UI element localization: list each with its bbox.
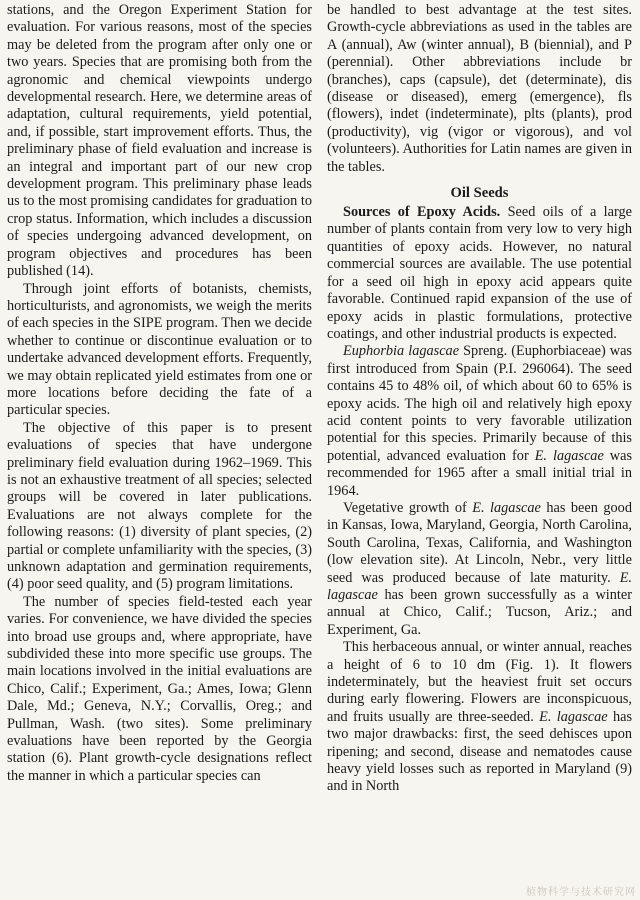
- paragraph: Through joint efforts of botanists, chemists, horticulturists, and agronomists, we weigh the merits of each species in the SIPE program. Then we decide whether to continue or discontinue evaluation or to undertake advanced development efforts. Frequently, we may obtain replicated yield estimates from one or more locations before deciding the fate of a particular species.: [7, 280, 312, 419]
- right-column: [327, 2, 632, 900]
- left-column: [7, 2, 312, 900]
- watermark: 植物科学与技术研究网: [526, 887, 636, 898]
- subsection-heading: Sources of Epoxy Acids.: [343, 204, 501, 221]
- section-heading: Oil Seeds: [450, 185, 509, 202]
- paragraph: [327, 639, 632, 796]
- paragraph: stations, and the Oregon Experiment Station for evaluation. For various reasons, most of the species may be deleted from the program after only one or two years. Species that are promising both from the agronomic and chemical viewpoints undergo developmental research. Here, we determine areas of adaptation, cultural requirements, yield potential, and, if possible, start improvement efforts. Thus, the preliminary phase of field evaluation and increase is an integral and important part of our new crop development program. This preliminary phase leads us to the most promising candidates for graduation to crop status. Information, which includes a discussion of species undergoing advanced development, on program objectives and procedures has been published (14).: [7, 2, 312, 280]
- paragraph: The objective of this paper is to present evaluations of species that have undergone preliminary field evaluation during 1962–1969. This is not an exhaustive treatment of all species; selected groups will be covered in later publications. Evaluations are not always complete for the following reasons: (1) diversity of plant species, (2) partial or complete unfamiliarity with the species, (3) unknown adaptation and germination requirements, (4) poor seed quality, and (5) program limitations.: [7, 419, 312, 593]
- paragraph-text: has two major drawbacks: first, the seed dehisces upon ripening; and second, disease and nematodes cause heavy yield losses such as reported in Maryland (9) and in North: [327, 708, 633, 795]
- species-name: E. lagascae: [539, 708, 608, 725]
- paragraph-text: Spreng. (Euphorbiaceae) was first introduced from Spain (P.I. 296064). The seed contains 45 to 48% oil, of which about 60 to 65% is epoxy acids. The high oil and relatively high epoxy acid content points to very favorable utilization potential for this species. Primarily because of this potential, advanced evaluation for: [327, 343, 632, 464]
- paragraph-text: Seed oils of a large number of plants contain from very low to very high quantities of epoxy acids. However, no natural commercial sources are available. The use potential for a seed oil high in epoxy acid appears quite favorable. Continued rapid expansion of the use of epoxy acids in plastic formulations, protective coatings, and other industrial products is expected.: [327, 204, 632, 342]
- paragraph-text: has been good in Kansas, Iowa, Maryland, Georgia, North Carolina, South Carolina, Texas, California, and Washington (low elevation site). At Lincoln, Nebr., very little seed was produced because of late maturity.: [327, 499, 632, 586]
- paragraph-text: has been grown successfully as a winter annual at Chico, Calif.; Tucson, Ariz.; and Experiment, Ga.: [327, 587, 632, 638]
- paragraph-text: Vegetative growth of: [343, 499, 473, 516]
- species-name: E. lagascae: [472, 499, 541, 516]
- species-name: E. lagascae: [327, 569, 632, 603]
- paragraph: [327, 204, 632, 343]
- paragraph: [327, 500, 632, 639]
- paragraph-text: was recommended for 1965 after a small initial trial in 1964.: [327, 447, 633, 499]
- paragraph: be handled to best advantage at the test sites. Growth-cycle abbreviations as used in the tables are A (annual), Aw (winter annual), B (biennial), and P (perennial). Other abbreviations include br (branches), caps (capsule), det (determinate), dis (disease or diseased), emerg (emergence), fls (flowers), indet (indeterminate), plts (plants), prod (productivity), vig (vigor or vigorous), and vol (volunteers). Authorities for Latin names are given in the tables.: [327, 2, 632, 175]
- species-name: E. lagascae: [534, 447, 604, 464]
- species-name: Euphorbia lagascae: [343, 343, 460, 360]
- paragraph-text: This herbaceous annual, or winter annual, reaches a height of 6 to 10 dm (Fig. 1). It flowers indeterminately, but the heaviest fruit set occurs during early flowering. Flowers are inconspicuous, and fruits usually are three-seeded.: [327, 639, 632, 725]
- paragraph: The number of species field-tested each year varies. For convenience, we have divided the species into broad use groups and, where appropriate, have subdivided these into more specific use groups. The main locations involved in the initial evaluations are Chico, Calif.; Experiment, Ga.; Ames, Iowa; Glenn Dale, Md.; Geneva, N.Y.; Corvallis, Oreg.; and Pullman, Wash. (two sites). Some preliminary evaluations have been reported by the Georgia station (6). Plant growth-cycle designations reflect the manner in which a particular species can: [7, 593, 312, 784]
- paragraph: [327, 343, 632, 500]
